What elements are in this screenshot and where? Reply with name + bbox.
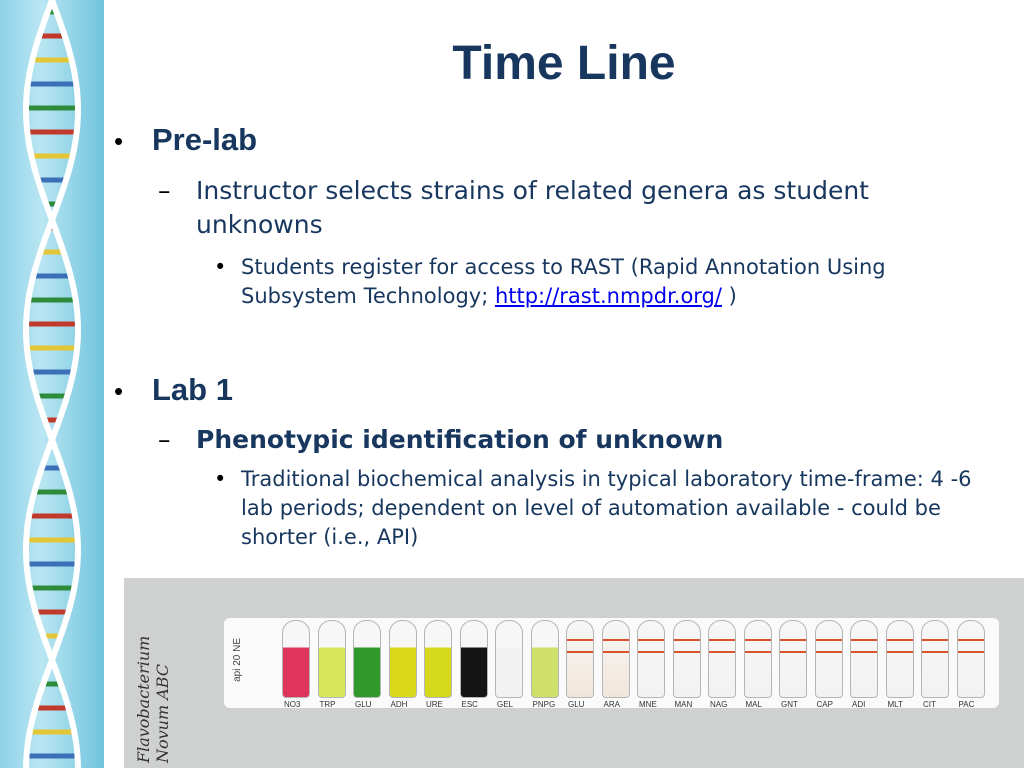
subpoint-text: Phenotypic identification of unknown	[196, 425, 724, 454]
section-heading: Pre-lab	[152, 122, 258, 157]
bullet-lab-1	[114, 372, 233, 408]
slide-title: Time Line	[452, 37, 676, 90]
bullet-pre-lab	[114, 122, 257, 158]
detail-text: Traditional biochemical analysis in typical laboratory time-frame: 4 -6 lab periods; dependent on level of automation available - could be shorter (i.e., API)	[241, 467, 972, 549]
test-cup-cap	[815, 620, 843, 698]
test-cup-glu	[566, 620, 594, 698]
test-cup-adh	[389, 620, 417, 698]
test-cup-mlt	[886, 620, 914, 698]
test-cup-trp	[318, 620, 346, 698]
bullet-dot: •	[114, 126, 124, 156]
test-cup-label: GEL	[497, 700, 514, 709]
test-cup-label: NO3	[284, 700, 301, 709]
test-cup-label: URE	[426, 700, 443, 709]
bullet-biochemical-analysis	[214, 465, 994, 552]
test-cup-ure	[424, 620, 452, 698]
api-strip-photo	[124, 578, 1024, 768]
test-cup-no3	[282, 620, 310, 698]
test-cup-ara	[602, 620, 630, 698]
dash-marker: –	[158, 425, 171, 454]
test-cup-label: GLU	[355, 700, 372, 709]
test-cup-mne	[637, 620, 665, 698]
test-cup-label: GLU	[568, 700, 585, 709]
bullet-rast-registration	[214, 253, 994, 311]
detail-text-prefix: Students register for access to RAST (Rapid Annotation Using Subsystem Technology;	[241, 255, 886, 308]
test-cup-gel	[495, 620, 523, 698]
handwritten-text: Flavobacterium Novum ABC	[134, 635, 172, 763]
detail-text-suffix: )	[721, 284, 737, 308]
test-cup-cit	[921, 620, 949, 698]
section-heading: Lab 1	[152, 372, 233, 407]
test-cup-label: ADH	[390, 700, 408, 709]
test-cup-glu	[353, 620, 381, 698]
test-cup-label: PAC	[958, 700, 975, 709]
test-cup-man	[673, 620, 701, 698]
test-cup-label: NAG	[710, 700, 728, 709]
dna-helix-decoration	[0, 0, 104, 768]
test-cup-label: CIT	[923, 700, 936, 709]
test-cup-pac	[957, 620, 985, 698]
test-cup-label: MAN	[674, 700, 693, 709]
test-cup-label: ESC	[461, 700, 478, 709]
test-cup-label: ARA	[603, 700, 620, 709]
test-cup-label: GNT	[781, 700, 798, 709]
test-cup-nag	[708, 620, 736, 698]
test-cup-label: PNPG	[532, 700, 556, 709]
test-cup-label: CAP	[816, 700, 833, 709]
bullet-phenotypic-identification	[158, 423, 918, 457]
api-brand-label: api 20 NE	[232, 638, 243, 682]
test-cup-pnpg	[531, 620, 559, 698]
test-cup-adi	[850, 620, 878, 698]
subpoint-text: Instructor selects strains of related genera as student unknowns	[196, 176, 869, 239]
dna-helix-graphic	[0, 0, 104, 768]
test-cup-esc	[460, 620, 488, 698]
dash-marker: –	[158, 176, 171, 205]
bullet-dot: •	[214, 255, 227, 279]
bullet-dot: •	[214, 467, 227, 491]
detail-text	[241, 253, 994, 311]
test-cup-gnt	[779, 620, 807, 698]
test-cup-mal	[744, 620, 772, 698]
bullet-strain-selection	[158, 174, 918, 242]
handwritten-label	[134, 588, 204, 763]
rast-link[interactable]: http://rast.nmpdr.org/	[494, 284, 722, 308]
test-cup-label: ADI	[852, 700, 866, 709]
test-cup-label: MLT	[887, 700, 903, 709]
test-cup-label: MNE	[639, 700, 657, 709]
test-cup-label: MAL	[745, 700, 762, 709]
test-cup-label: TRP	[319, 700, 336, 709]
bullet-dot: •	[114, 376, 124, 406]
